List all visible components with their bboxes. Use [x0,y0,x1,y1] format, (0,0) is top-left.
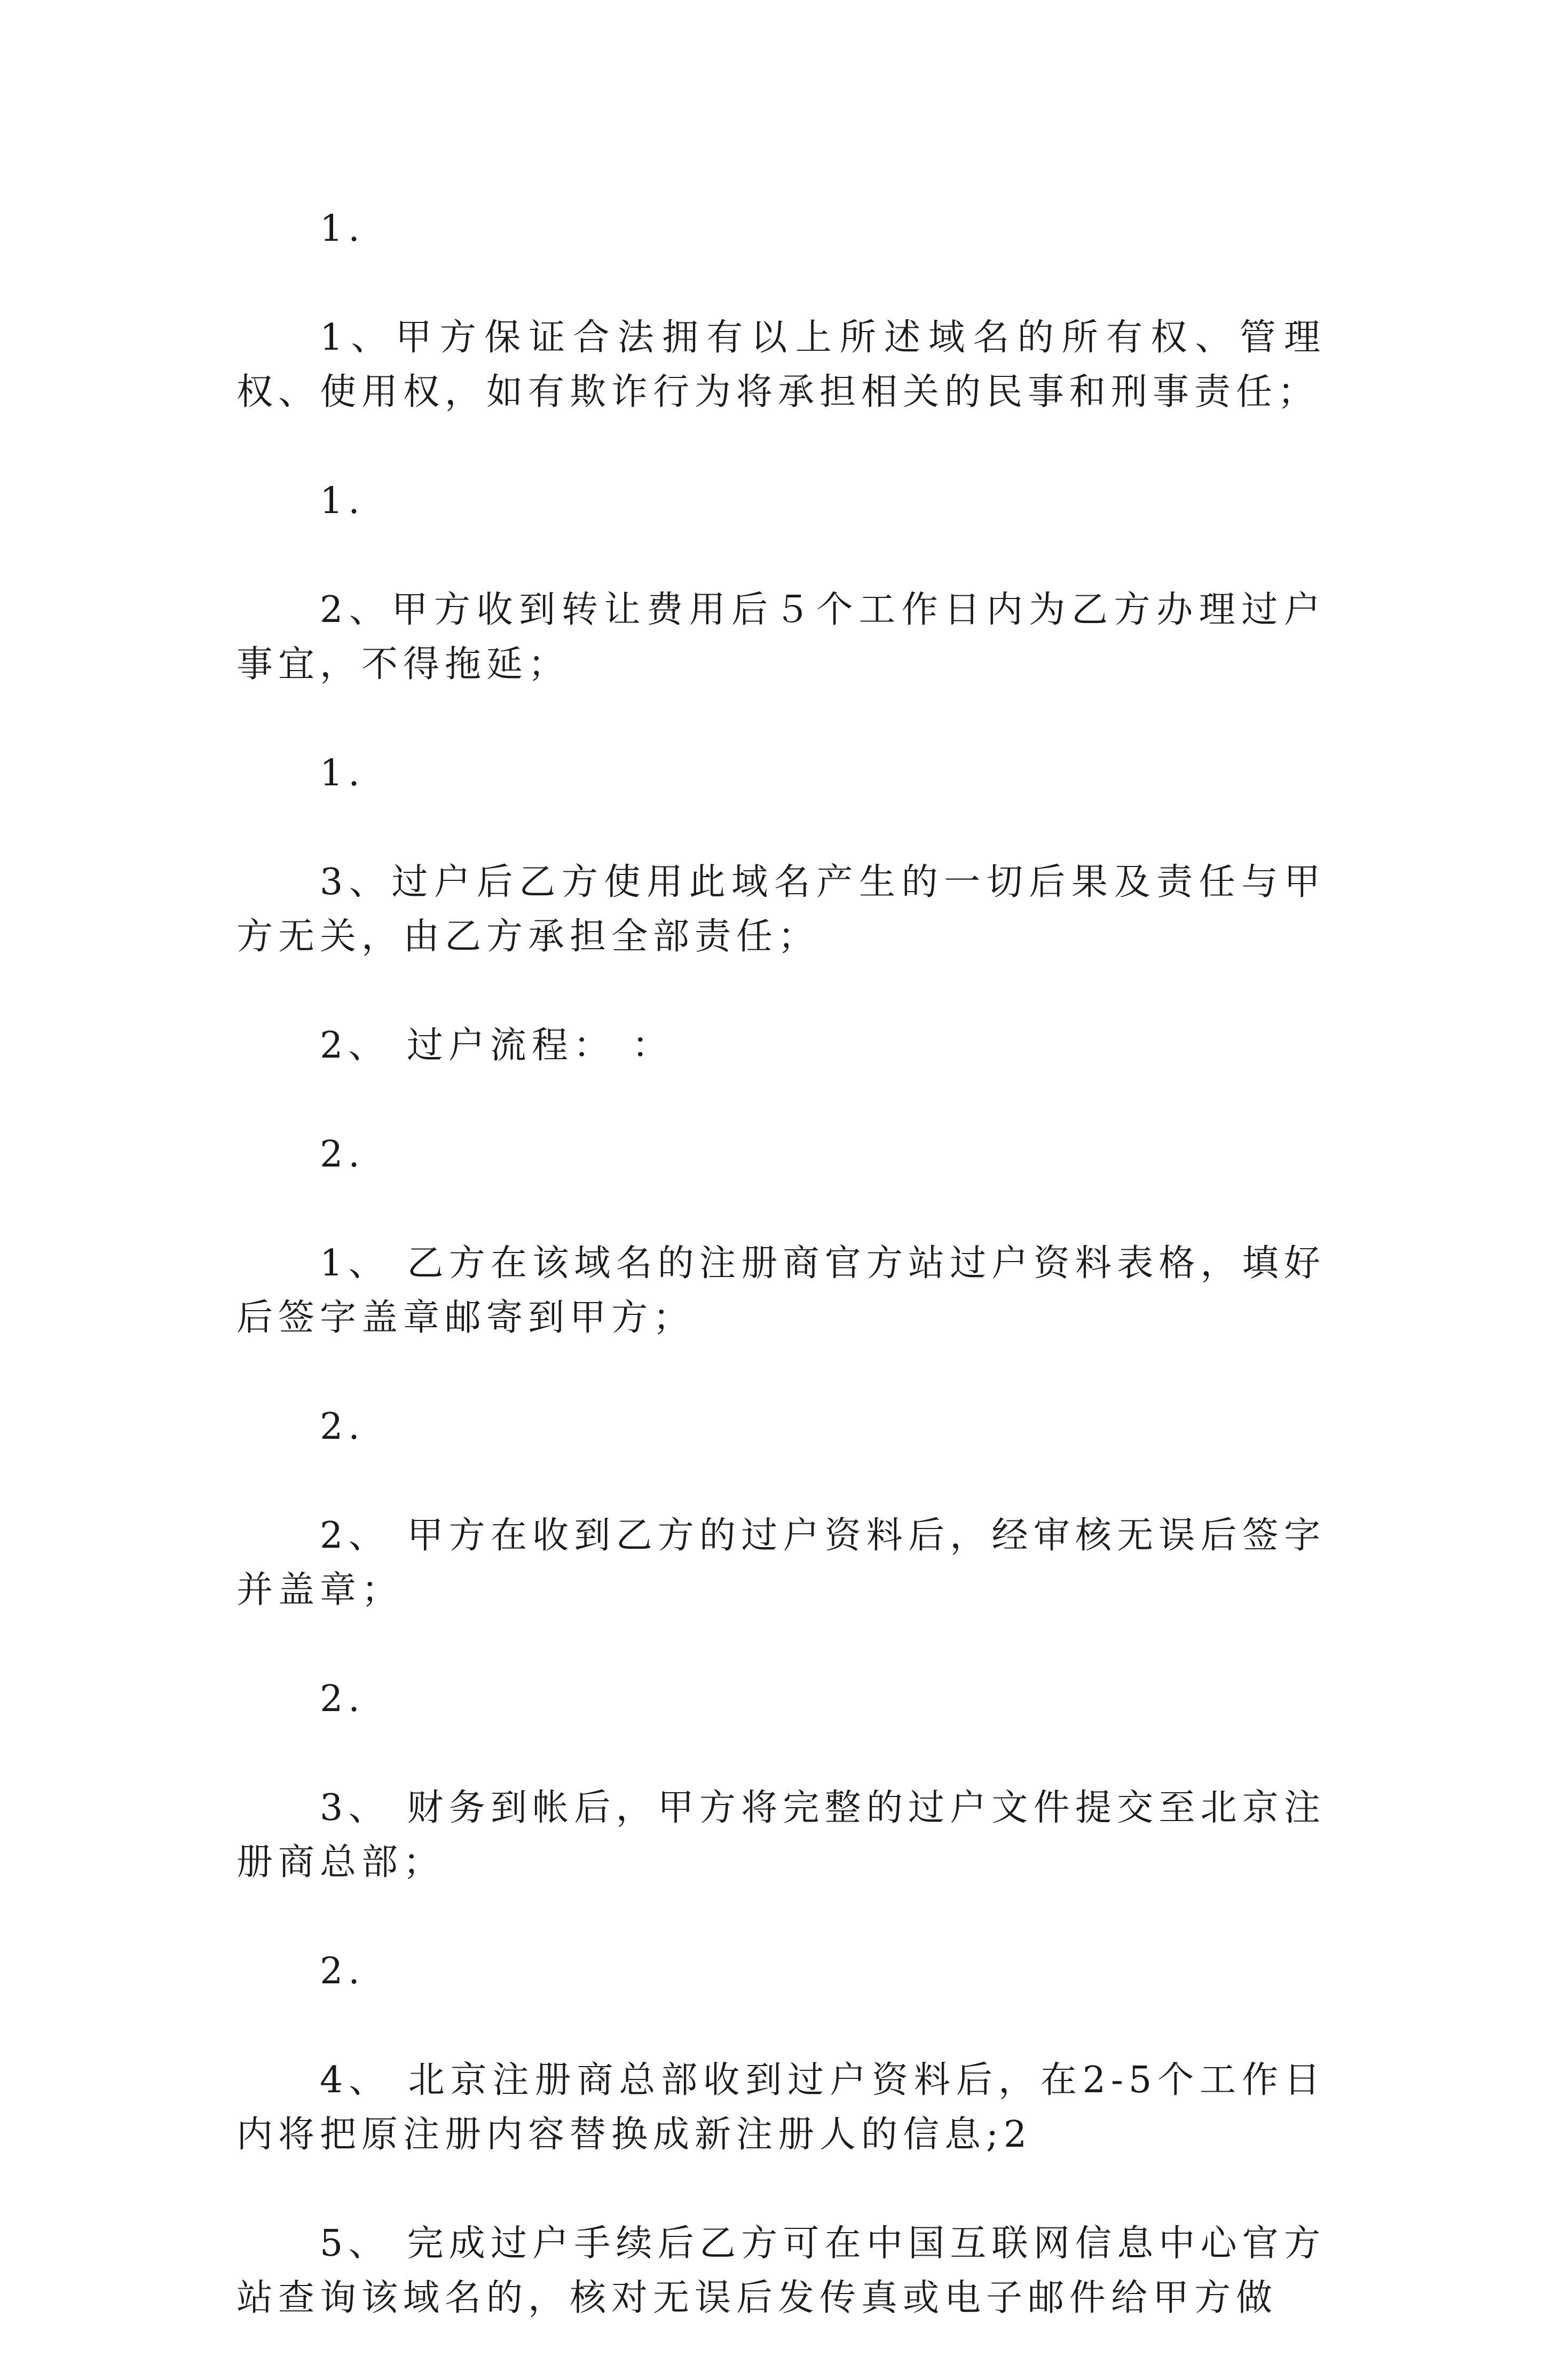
paragraph-16: 5、 完成过户手续后乙方可在中国互联网信息中心官方站查询该域名的，核对无误后发传真或电子邮件给甲方做 [237,2223,1326,2319]
paragraph-1: 1. [320,208,365,250]
paragraph-5: 1. [320,752,365,794]
paragraph-9: 1、 乙方在该域名的注册商官方站过户资料表格，填好后签字盖章邮寄到甲方； [237,1242,1326,1339]
paragraph-14: 2. [320,1950,365,1992]
paragraph-15: 4、 北京注册商总部收到过户资料后，在2-5个工作日内将把原注册内容替换成新注册人的信息;2 [237,2059,1326,2156]
paragraph-3: 1. [320,480,365,522]
paragraph-6: 3、过户后乙方使用此域名产生的一切后果及责任与甲方无关，由乙方承担全部责任； [237,861,1326,958]
paragraph-7: 2、 过户流程： ： [320,1024,674,1067]
paragraph-11: 2、 甲方在收到乙方的过户资料后，经审核无误后签字并盖章； [237,1515,1326,1611]
document-body [237,202,1326,2380]
paragraph-4: 2、甲方收到转让费用后５个工作日内为乙方办理过户事宜，不得拖延； [237,589,1326,685]
paragraph-12: 2. [320,1678,365,1720]
paragraph-13: 3、 财务到帐后，甲方将完整的过户文件提交至北京注册商总部； [237,1787,1326,1883]
paragraph-10: 2. [320,1406,365,1448]
paragraph-8: 2. [320,1133,365,1176]
paragraph-2: 1、甲方保证合法拥有以上所述域名的所有权、管理权、使用权，如有欺诈行为将承担相关的民事和刑事责任； [237,317,1326,413]
